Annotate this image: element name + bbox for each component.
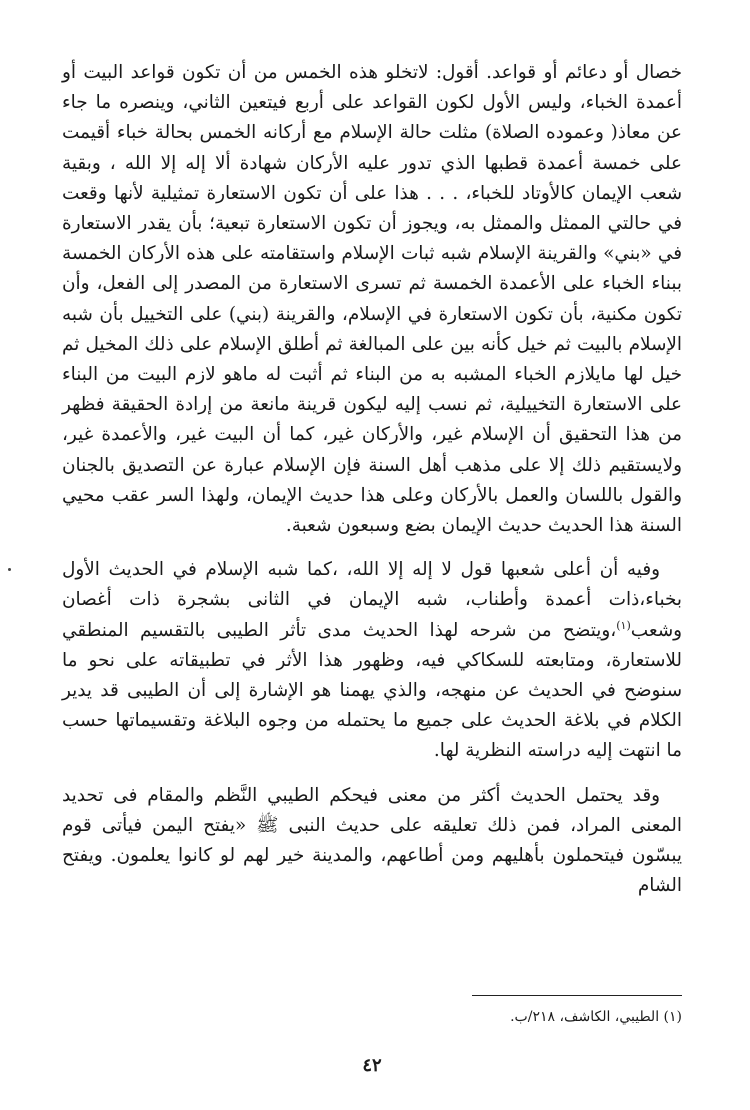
body-paragraph-2 <box>62 555 682 766</box>
margin-mark <box>8 568 11 571</box>
body-paragraph-2-text: وفيه أن أعلى شعبها قول لا إله إلا الله، ،كما شبه الإسلام في الحديث الأول بخباء،ذات أعمدة وأطناب، شبه الإيمان في الثانى بشجرة ذات أغصان وشعب <box>62 559 682 641</box>
document-page <box>62 58 682 1076</box>
body-paragraph-3: وقد يحتمل الحديث أكثر من معنى فيحكم الطيبي النَّظم والمقام فى تحديد المعنى المراد، فمن ذلك تعليقه على حديث النبى ﷺ «يفتح اليمن فيأتى قوم يبسّون فيتحملون بأهليهم ومن أطاعهم، والمدينة خير لهم لو كانوا يعلمون. ويفتح الشام <box>62 784 682 897</box>
footnote: (١) الطيبي، الكاشف، ٢١٨/ب. <box>510 1009 682 1025</box>
footnote-reference[interactable]: (١) <box>616 618 631 632</box>
body-paragraph-2-continued: ،ويتضح من شرحه لهذا الحديث مدى تأثر الطيبى بالتقسيم المنطقي للاستعارة، ومتابعته للسكاكي فيه، وظهور هذا الأثر في تطبيقاته على نحو ما سنوضح في الحديث عن منهجه، والذي يهمنا هو الإشارة إلى أن الطيبى قد يدير الكلام في بلاغة الحديث على جميع ما يحتمله من وجوه البلاغة وتقسيماتها حسب ما انتهت إليه دراسته النظرية لها. <box>62 619 682 762</box>
footnote-divider <box>472 995 682 996</box>
body-paragraph-1: خصال أو دعائم أو قواعد. أقول: لاتخلو هذه الخمس من أن تكون قواعد البيت أو أعمدة الخباء، وليس الأول لكون القواعد على أربع فيتعين الثاني، وينصره ما جاء عن معاذ( وعموده الصلاة) مثلت حالة الإسلام مع أركانه الخمس بحالة خباء أقيمت على خمسة أعمدة قطبها الذي تدور عليه الأركان شهادة ألا إله إلا الله ، وبقية شعب الإيمان كالأوتاد للخباء، . . . هذا على أن تكون الاستعارة تمثيلية لأنها وقعت في حالتي الممثل والممثل به، ويجوز أن تكون الاستعارة تبعية؛ بأن يقدر الاستعارة في «بني» والقرينة الإسلام شبه ثبات الإسلام واستقامته على هذه الأركان الخمسة ببناء الخباء على الأعمدة الخمسة ثم تسرى الاستعارة من المصدر إلى الفعل، وأن تكون مكنية، بأن تكون الاستعارة في الإسلام، والقرينة (بني) على التخييل بأن شبه الإسلام بالبيت ثم خيل كأنه بين على المبالغة ثم أطلق الإسلام على ذلك المخيل ثم خيل لها مايلازم الخباء المشبه به من البناء ثم أثبت له ماهو لازم البيت من البناء على الاستعارة التخييلية، ثم نسب إليه ليكون قرينة مانعة من إرادة الحقيقة فظهر من هذا التحقيق أن الإسلام غير، والأركان غير، كما أن البيت غير، والأعمدة غير، ولايستقيم ذلك إلا على مذهب أهل السنة فإن الإسلام عبارة عن التصديق بالجنان والقول باللسان والعمل بالأركان وعلى هذا حديث الإيمان، ولهذا السر عقب محيي السنة هذا الحديث حديث الإيمان بضع وسبعون شعبة. <box>62 62 682 537</box>
page-number: ٤٢ <box>362 1055 382 1076</box>
